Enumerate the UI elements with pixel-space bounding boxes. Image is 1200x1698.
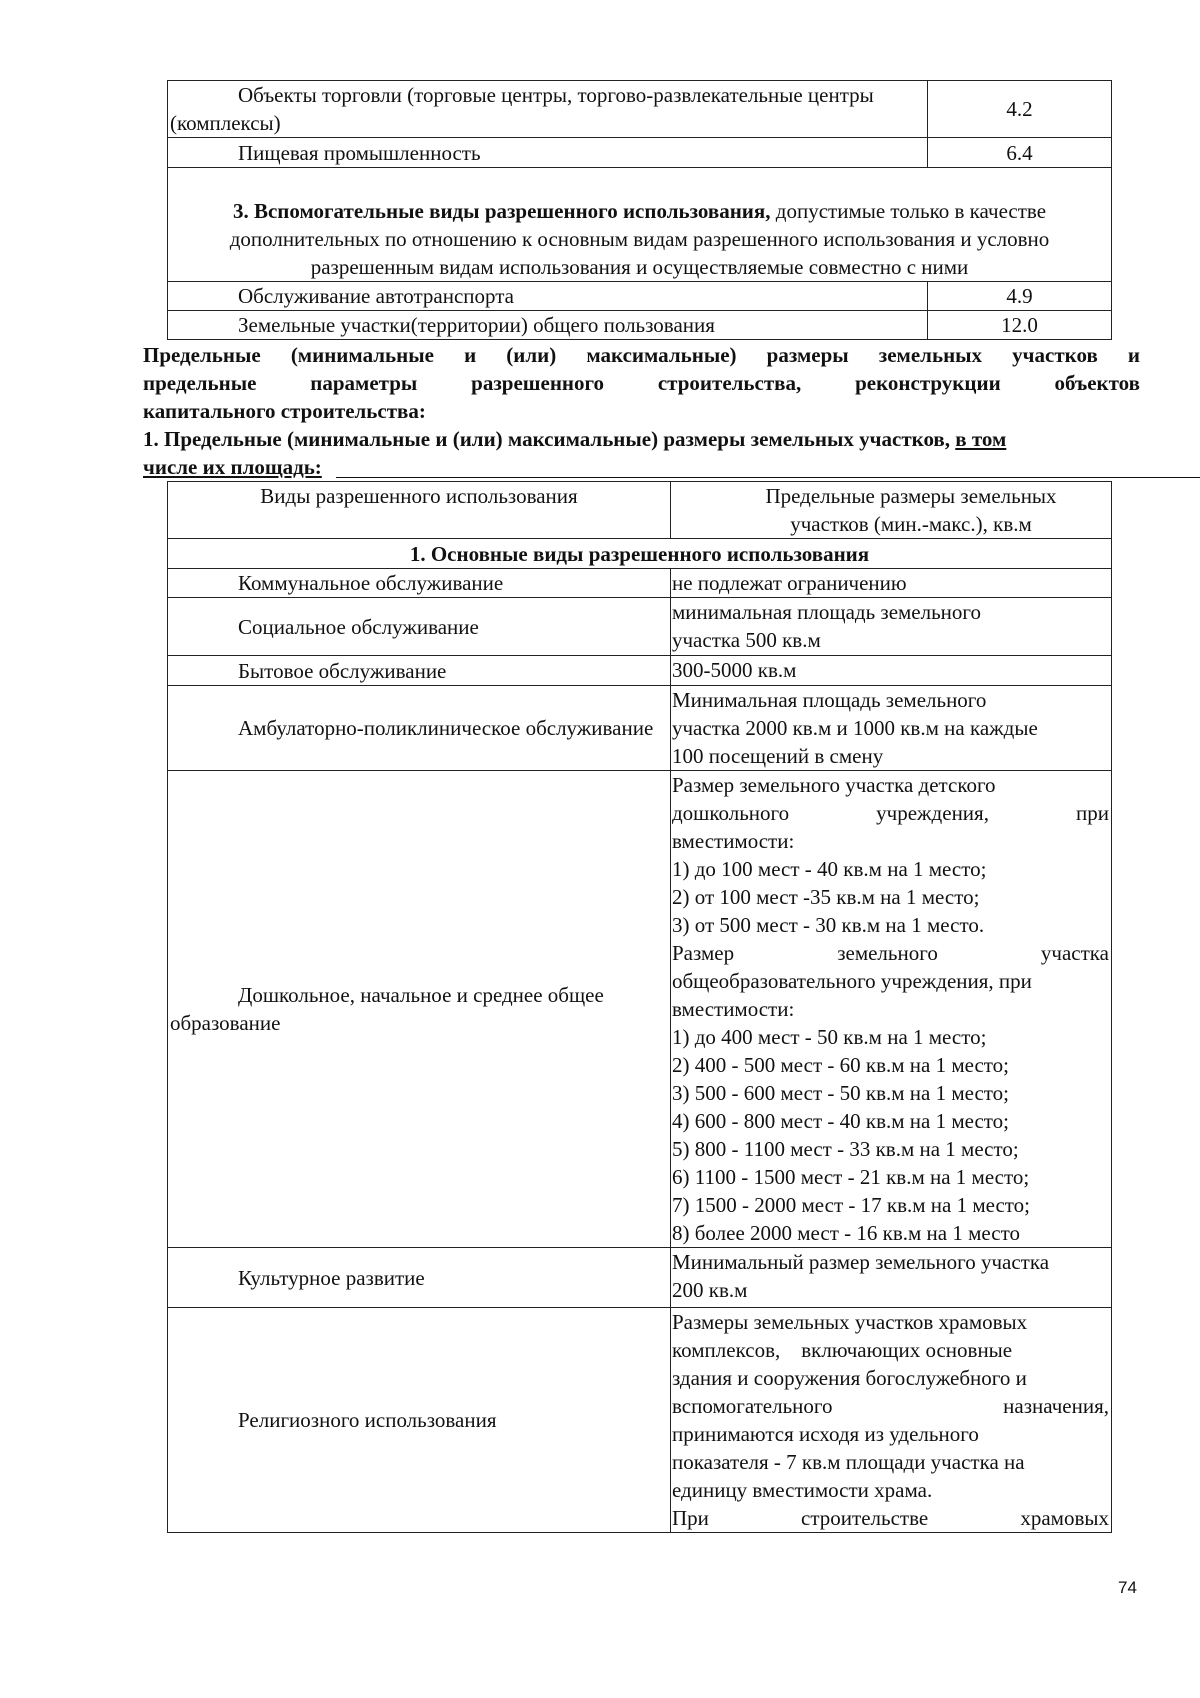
size-line: 2) от 100 мест -35 кв.м на 1 место;: [672, 885, 980, 909]
paragraph-underlined: числе их площадь:: [143, 455, 322, 479]
paragraph-line: Предельные (минимальные и (или) максимальные) размеры земельных участков и: [143, 343, 1140, 367]
table-row: [168, 598, 1112, 656]
use-code: 4.2: [928, 81, 1112, 138]
size-line: здания и сооружения богослужебного и: [672, 1366, 1027, 1390]
size-line: единицу вместимости храма.: [672, 1478, 933, 1502]
size-line: Размер земельного участка: [672, 941, 1109, 965]
size-limits: [671, 1248, 1112, 1308]
table-row: [168, 569, 1112, 598]
permitted-use-table-top: [167, 80, 1112, 340]
size-line: не подлежат ограничению: [672, 571, 907, 595]
table-row: [168, 138, 1112, 168]
size-line: показателя - 7 кв.м площади участка на: [672, 1450, 1025, 1474]
paragraph-line: [143, 425, 1140, 453]
use-name: Религиозного использования: [168, 1308, 671, 1533]
size-line: 3) от 500 мест - 30 кв.м на 1 место.: [672, 913, 985, 937]
size-line: При строительстве храмовых: [672, 1506, 1109, 1530]
size-limits: [671, 771, 1112, 1248]
section-row: [168, 168, 1112, 282]
section-1-heading: 1. Основные виды разрешенного использования: [168, 539, 1112, 569]
section-3-bold: 3. Вспомогательные виды разрешенного использования,: [232, 199, 771, 223]
size-line: 300-5000 кв.м: [672, 658, 797, 682]
size-line: общеобразовательного учреждения, при: [672, 969, 1032, 993]
size-line: Минимальный размер земельного участка: [672, 1250, 1050, 1274]
use-name: Обслуживание автотранспорта: [168, 282, 928, 311]
paragraph-text: 1. Предельные (минимальные и (или) максимальные) размеры земельных участков,: [143, 427, 956, 451]
header-row: [168, 482, 1112, 539]
size-line: 2) 400 - 500 мест - 60 кв.м на 1 место;: [672, 1053, 1010, 1077]
size-line: 6) 1100 - 1500 мест - 21 кв.м на 1 место;: [672, 1165, 1030, 1189]
paragraph-line: капитального строительства:: [143, 399, 426, 423]
use-name: Культурное развитие: [168, 1248, 671, 1308]
size-line: дошкольного учреждения, при: [672, 801, 1109, 825]
table-row: [168, 81, 1112, 138]
size-limits: [671, 569, 1112, 598]
use-name: Земельные участки(территории) общего пользования: [168, 311, 928, 340]
use-name: Дошкольное, начальное и среднее общее образование: [168, 771, 671, 1248]
use-code: 12.0: [928, 311, 1112, 340]
section-3-text: допустимые только в качестве дополнительных по отношению к основным видам разрешенного использования и условно разрешенным видам использования и осуществляемые совместно с ними: [229, 199, 1050, 279]
size-line: Размер земельного участка детского: [672, 773, 996, 797]
section-row: [168, 539, 1112, 569]
table-row: [168, 686, 1112, 771]
size-line: участка 2000 кв.м и 1000 кв.м на каждые: [672, 716, 1038, 740]
size-line: принимаются исходя из удельного: [672, 1422, 979, 1446]
land-plot-sizes-table: [167, 481, 1112, 1533]
size-line: вспомогательного назначения,: [672, 1394, 1109, 1418]
use-name: Социальное обслуживание: [168, 598, 671, 656]
size-line: минимальная площадь земельного: [672, 600, 982, 624]
size-line: 1) до 100 мест - 40 кв.м на 1 место;: [672, 857, 987, 881]
use-code: 6.4: [928, 138, 1112, 168]
paragraph-line: [143, 453, 1140, 481]
size-limits: [671, 1308, 1112, 1533]
size-line: участка 500 кв.м: [672, 628, 821, 652]
size-line: 100 посещений в смену: [672, 744, 884, 768]
table-row: [168, 771, 1112, 1248]
paragraph-underlined: в том: [955, 427, 1007, 451]
size-line: Размеры земельных участков храмовых: [672, 1310, 1028, 1334]
table-row: [168, 311, 1112, 340]
size-line: 3) 500 - 600 мест - 50 кв.м на 1 место;: [672, 1081, 1010, 1105]
size-line: 4) 600 - 800 мест - 40 кв.м на 1 место;: [672, 1109, 1010, 1133]
header-col-uses: Виды разрешенного использования: [168, 482, 671, 539]
size-line: вместимости:: [672, 997, 795, 1021]
table-row: [168, 1248, 1112, 1308]
table-row: [168, 282, 1112, 311]
use-code: 4.9: [928, 282, 1112, 311]
size-limits: [671, 686, 1112, 771]
use-name: Бытовое обслуживание: [168, 656, 671, 686]
paragraph-line: предельные параметры разрешенного строительства, реконструкции объектов: [143, 371, 1140, 395]
size-line: 7) 1500 - 2000 мест - 17 кв.м на 1 место;: [672, 1193, 1031, 1217]
size-line: 200 кв.м: [672, 1278, 748, 1302]
limits-paragraph: [143, 341, 1140, 481]
header-col-sizes: Предельные размеры земельных участков (мин.-макс.), кв.м: [671, 482, 1112, 539]
size-line: 1) до 400 мест - 50 кв.м на 1 место;: [672, 1025, 987, 1049]
use-name: Коммунальное обслуживание: [168, 569, 671, 598]
use-name: Пищевая промышленность: [168, 138, 928, 168]
use-name: Амбулаторно-поликлиническое обслуживание: [168, 686, 671, 771]
size-line: 8) более 2000 мест - 16 кв.м на 1 место: [672, 1221, 1020, 1245]
size-line: комплексов, включающих основные: [672, 1338, 1013, 1362]
size-line: 5) 800 - 1100 мест - 33 кв.м на 1 место;: [672, 1137, 1019, 1161]
underline-blank: [336, 477, 1200, 478]
size-limits: [671, 656, 1112, 686]
section-3-heading: [168, 168, 1112, 282]
page-number: 74: [1118, 1578, 1137, 1597]
size-line: вместимости:: [672, 829, 795, 853]
use-name: Объекты торговли (торговые центры, торгово-развлекательные центры (комплексы): [168, 81, 928, 138]
size-line: Минимальная площадь земельного: [672, 688, 987, 712]
table-row: [168, 656, 1112, 686]
size-limits: [671, 598, 1112, 656]
table-row: [168, 1308, 1112, 1533]
